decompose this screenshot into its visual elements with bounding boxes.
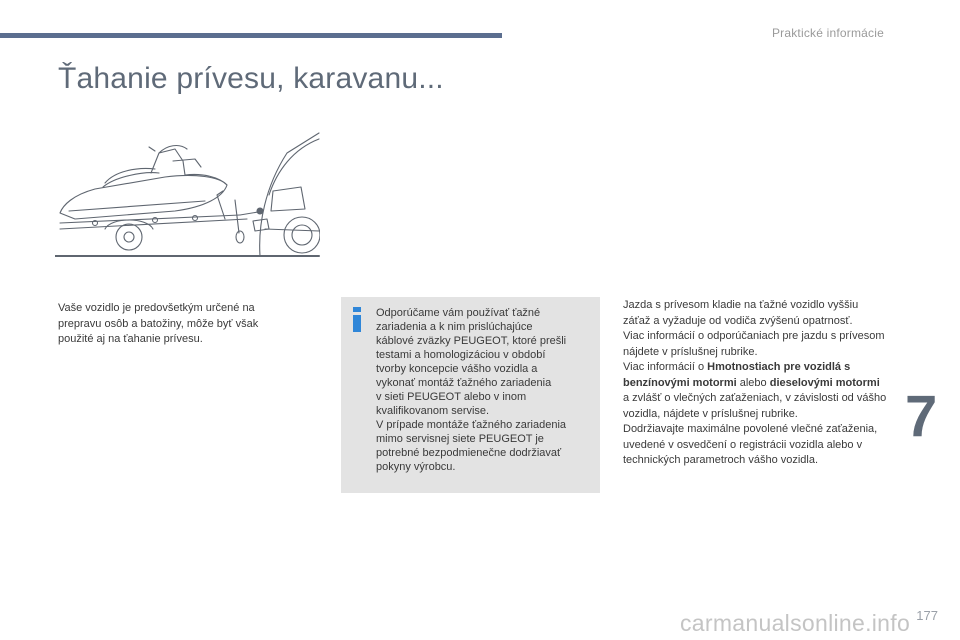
- info-box: [341, 297, 600, 493]
- info-line: pokyny výrobcu.: [376, 461, 456, 473]
- info-icon: [353, 307, 361, 332]
- towing-load-paragraph: Jazda s prívesom kladie na ťažné vozidlo vyššiu záťaž a vyžaduje od vodiča zvýšenú opatrnosť.: [623, 299, 859, 327]
- info-line: zariadenia a k nim prislúchajúce: [376, 321, 533, 333]
- intro-paragraph: Vaše vozidlo je predovšetkým určené na prepravu osôb a batožiny, môže byť však použité aj na ťahanie prívesu.: [58, 302, 259, 345]
- page-title: Ťahanie prívesu, karavanu...: [58, 62, 444, 95]
- right-column: [623, 298, 888, 469]
- info-line: káblové zväzky PEUGEOT, ktoré prešli: [376, 335, 567, 347]
- chapter-number: 7: [905, 384, 938, 449]
- info-line: mimo servisnej siete PEUGEOT je: [376, 433, 544, 445]
- header-accent-bar: [0, 33, 502, 38]
- info-line: testami a homologizáciou v období: [376, 349, 546, 361]
- info-line: V prípade montáže ťažného zariadenia: [376, 419, 567, 431]
- watermark: carmanualsonline.info: [680, 610, 911, 636]
- towing-illustration: [55, 125, 320, 260]
- page-number: 177: [916, 608, 938, 623]
- info-box-text: [376, 306, 594, 474]
- info-line: Odporúčame vám používať ťažné: [376, 307, 541, 319]
- diesel-weights-link-text: dieselovými motormi: [769, 376, 880, 389]
- max-load-paragraph: Dodržiavajte maximálne povolené vlečné zaťaženia, uvedené v osvedčení o registrácii vozidla alebo v technických parametroch vášho vozidla.: [623, 423, 878, 466]
- weights-paragraph: Viac informácií o Hmotnostiach pre vozidlá s benzínovými motormi alebo dieselovými motormi a zvlášť o vlečných zaťaženiach, v závislosti od vášho vozidla, nájdete v príslušnej rubrike.: [623, 361, 887, 420]
- info-line: v sieti PEUGEOT alebo v inom: [376, 391, 527, 403]
- petrol-weights-link-text: Hmotnostiach pre vozidlá s benzínovými motormi: [623, 361, 851, 389]
- recommendations-paragraph: Viac informácií o odporúčaniach pre jazdu s prívesom nájdete v príslušnej rubrike.: [623, 330, 885, 358]
- section-label: Praktické informácie: [771, 26, 884, 40]
- info-line: kvalifikovanom servise.: [376, 405, 490, 417]
- info-line: tvorby koncepcie vášho vozidla a: [376, 363, 538, 375]
- info-line: potrebné bezpodmienečne dodržiavať: [376, 447, 562, 459]
- info-line: vykonať montáž ťažného zariadenia: [376, 377, 552, 389]
